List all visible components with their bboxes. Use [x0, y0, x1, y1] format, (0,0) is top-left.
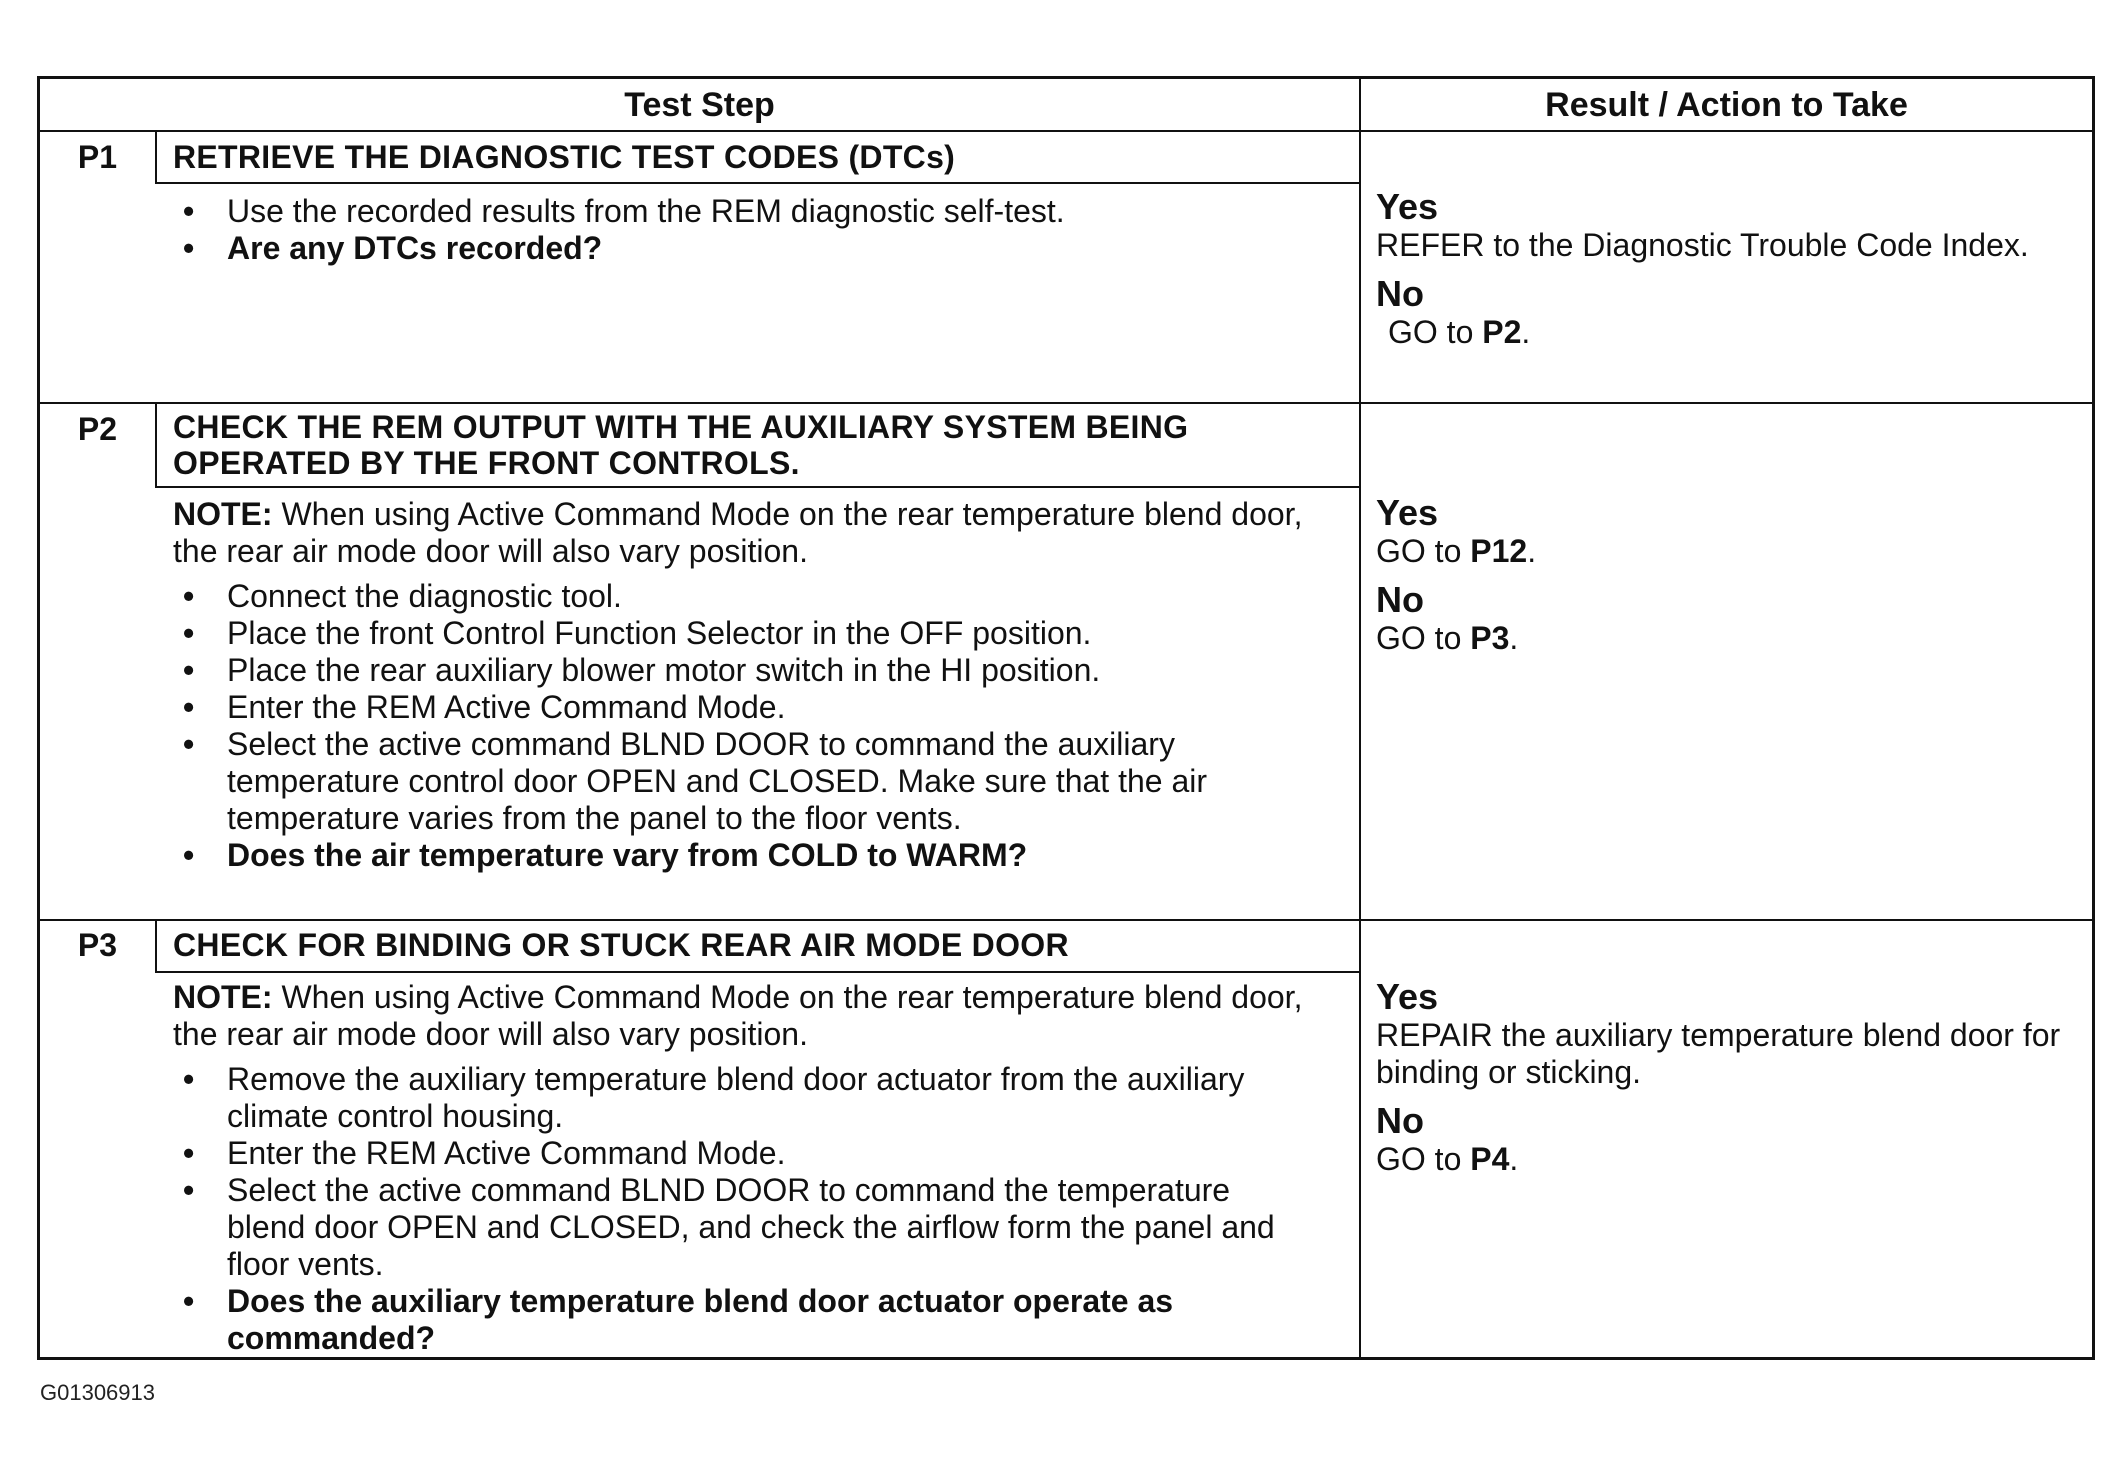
diagnostic-table: [37, 76, 2095, 1360]
yes-label: Yes: [1376, 186, 1439, 227]
instruction-bullet: • Select the active command BLND DOOR to command the auxiliary temperature control door OPEN and CLOSED. Make sure that the air temperature varies from the panel to the floor vents.: [173, 726, 1343, 837]
instruction-bullet: • Place the rear auxiliary blower motor switch in the HI position.: [173, 652, 1343, 689]
step-id-divider: [155, 402, 157, 486]
no-action: GO to P2.: [1388, 314, 1531, 350]
step-body: [173, 496, 1343, 874]
goto-step-link[interactable]: P4: [1470, 1141, 1510, 1177]
step-id: P2: [77, 411, 118, 447]
no-label: No: [1376, 273, 1424, 314]
note-label: NOTE:: [173, 496, 273, 532]
result-block: [1376, 977, 2076, 1188]
instruction-bullet: • Enter the REM Active Command Mode.: [173, 1135, 1343, 1172]
yes-action: [1376, 227, 2076, 264]
action-text: REPAIR the auxiliary temperature blend door for binding or sticking.: [1376, 1017, 2061, 1090]
step-id: P1: [77, 139, 118, 175]
column-divider: [1359, 79, 1361, 1357]
no-action: GO to P3.: [1376, 620, 1519, 656]
goto-step-link[interactable]: P2: [1482, 314, 1522, 350]
goto-step-link[interactable]: P12: [1470, 533, 1528, 569]
action-text: REFER to the Diagnostic Trouble Code Index.: [1376, 227, 2029, 263]
step-id-divider: [155, 130, 157, 182]
action-text: GO to: [1376, 1141, 1471, 1177]
step-divider: [40, 919, 2092, 921]
note: [173, 979, 1343, 1053]
question-bullet: • Does the air temperature vary from COLD to WARM?: [173, 837, 1343, 874]
title-divider: [155, 486, 1359, 488]
title-divider: [155, 182, 1359, 184]
step-id-divider: [155, 919, 157, 971]
header-result-action: Result / Action to Take: [1545, 86, 1908, 124]
step-title: CHECK THE REM OUTPUT WITH THE AUXILIARY SYSTEM BEING OPERATED BY THE FRONT CONTROLS.: [173, 409, 1189, 481]
instruction-bullet: • Enter the REM Active Command Mode.: [173, 689, 1343, 726]
step-body: [173, 193, 1343, 267]
result-block: [1376, 493, 2076, 667]
instruction-bullet: • Select the active command BLND DOOR to command the temperature blend door OPEN and CLOSED, and check the airflow form the panel and floor vents.: [173, 1172, 1343, 1283]
action-text: GO to: [1376, 620, 1471, 656]
instruction-bullet: • Remove the auxiliary temperature blend door actuator from the auxiliary climate control housing.: [173, 1061, 1343, 1135]
instruction-bullet: • Connect the diagnostic tool.: [173, 578, 1343, 615]
note-text: When using Active Command Mode on the rear temperature blend door, the rear air mode door will also vary position.: [173, 979, 1303, 1052]
no-action: GO to P4.: [1376, 1141, 1519, 1177]
instruction-bullet: • Use the recorded results from the REM diagnostic self-test.: [173, 193, 1343, 230]
question-bullet: • Does the auxiliary temperature blend door actuator operate as commanded?: [173, 1283, 1343, 1357]
yes-label: Yes: [1376, 492, 1439, 533]
figure-id-caption: G01306913: [40, 1380, 155, 1405]
title-divider: [155, 971, 1359, 973]
step-body: [173, 979, 1343, 1357]
goto-step-link[interactable]: P3: [1470, 620, 1510, 656]
yes-action: GO to P12.: [1376, 533, 1537, 569]
no-label: No: [1376, 1100, 1424, 1141]
step-divider: [40, 402, 2092, 404]
action-text: GO to: [1388, 314, 1483, 350]
note-label: NOTE:: [173, 979, 273, 1015]
note: [173, 496, 1343, 570]
step-id: P3: [77, 927, 118, 963]
question-bullet: • Are any DTCs recorded?: [173, 230, 1343, 267]
no-label: No: [1376, 579, 1424, 620]
result-block: [1376, 187, 2076, 361]
action-text: GO to: [1376, 533, 1471, 569]
step-title: CHECK FOR BINDING OR STUCK REAR AIR MODE DOOR: [173, 927, 1069, 963]
header-test-step: Test Step: [624, 86, 775, 124]
note-text: When using Active Command Mode on the rear temperature blend door, the rear air mode door will also vary position.: [173, 496, 1303, 569]
header-divider: [40, 130, 2092, 132]
instruction-bullet: • Place the front Control Function Selector in the OFF position.: [173, 615, 1343, 652]
yes-label: Yes: [1376, 976, 1439, 1017]
step-title: RETRIEVE THE DIAGNOSTIC TEST CODES (DTCs): [173, 139, 956, 175]
yes-action: [1376, 1017, 2076, 1091]
